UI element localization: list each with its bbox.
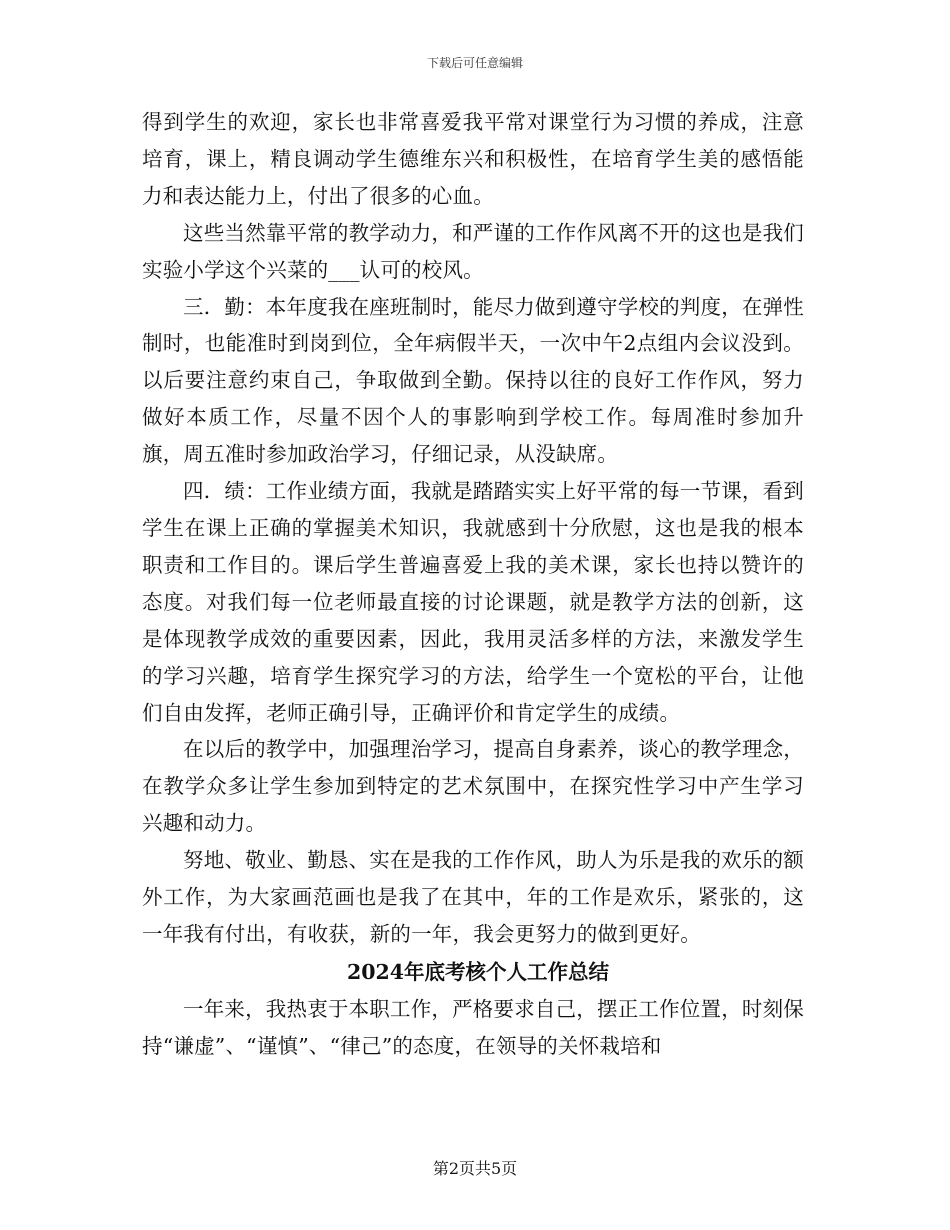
page-header: 下载后可任意编辑: [426, 56, 523, 70]
paragraph-6: 努地、敬业、勤恳、实在是我的工作作风，助人为乐是我的欢乐的额外工作，为大家画范画也是我了在其中，年的工作是欢乐，紧张的，这一年我有付出，有收获，新的一年，我会更努力的做到更好。: [142, 848, 804, 946]
paragraph-1: 得到学生的欢迎，家长也非常喜爱我平常对课堂行为习惯的养成，注意培育，课上，精良调动学生德维东兴和积极性，在培育学生美的感悟能力和表达能力上，付出了很多的心血。: [142, 110, 804, 208]
paragraph-3: 三．勤：本年度我在座班制时，能尽力做到遵守学校的判度，在弹性制时，也能准时到岗到位，全年病假半天，一次中午2点组内会议没到。以后要注意约束自己，争取做到全勤。保持以往的良好工作作风，努力做好本质工作，尽量不因个人的事影响到学校工作。每周准时参加升旗，周五准时参加政治学习，仔细记录，从没缺席。: [142, 294, 804, 467]
page-footer: 第2页共5页: [432, 1159, 518, 1178]
document-body: [142, 104, 804, 1065]
paragraph-7: 一年来，我热衷于本职工作，严格要求自己，摆正工作位置，时刻保持“谦虚”、“谨慎”、“律己”的态度，在领导的关怀栽培和: [142, 996, 804, 1058]
paragraph-4: 四．绩：工作业绩方面，我就是踏踏实实上好平常的每一节课，看到学生在课上正确的掌握美术知识，我就感到十分欣慰，这也是我的根本职责和工作目的。课后学生普遍喜爱上我的美术课，家长也持以赞许的态度。对我们每一位老师最直接的讨论课题，就是教学方法的创新，这是体现教学成效的重要因素，因此，我用灵活多样的方法，来激发学生的学习兴趣，培育学生探究学习的方法，给学生一个宽松的平台，让他们自由发挥，老师正确引导，正确评价和肯定学生的成绩。: [142, 479, 804, 725]
section-heading: 2024年底考核个人工作总结: [346, 959, 610, 984]
paragraph-5: 在以后的教学中，加强理治学习，提高自身素养，谈心的教学理念，在教学众多让学生参加到特定的艺术氛围中，在探究性学习中产生学习兴趣和动力。: [142, 737, 804, 836]
paragraph-2: 这些当然靠平常的教学动力，和严谨的工作作风离不开的这也是我们实验小学这个兴菜的___认可的校风。: [142, 220, 804, 282]
